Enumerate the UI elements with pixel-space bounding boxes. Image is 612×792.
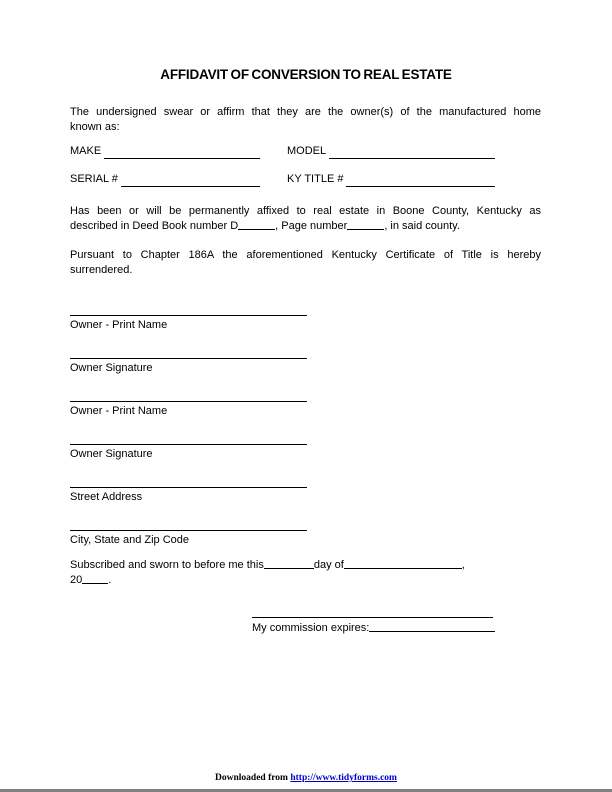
make-label: MAKE bbox=[70, 145, 102, 157]
field-gap bbox=[260, 174, 287, 187]
field-gap bbox=[260, 146, 287, 159]
document-title: AFFIDAVIT OF CONVERSION TO REAL ESTATE bbox=[160, 67, 452, 82]
street-address-block[interactable] bbox=[70, 487, 307, 505]
owner1-print-name-block[interactable] bbox=[70, 315, 307, 333]
pursuant-line-2: surrendered. bbox=[70, 264, 133, 276]
intro-line-2: known as: bbox=[70, 121, 120, 133]
ky-title-field bbox=[287, 174, 495, 187]
serial-field bbox=[70, 174, 260, 187]
notary-signature-block[interactable] bbox=[252, 617, 493, 636]
make-model-row bbox=[70, 146, 541, 159]
serial-label: SERIAL # bbox=[70, 173, 118, 185]
owner1-signature-block[interactable] bbox=[70, 358, 307, 376]
make-field bbox=[70, 146, 260, 159]
footer-link[interactable]: http://www.tidyforms.com bbox=[290, 773, 397, 783]
year-blank[interactable] bbox=[82, 574, 108, 584]
page-number-blank[interactable] bbox=[347, 220, 384, 230]
affixed-paragraph bbox=[70, 204, 541, 234]
affixed-line-2-part2: , Page number bbox=[275, 220, 348, 232]
affixed-line-1: Has been or will be permanently affixed to real estate in Boone County, Kentucky as bbox=[70, 205, 541, 217]
intro-paragraph bbox=[70, 105, 541, 135]
serial-kytitle-row bbox=[70, 174, 541, 187]
year-prefix: 20 bbox=[70, 574, 83, 586]
signature-label: Owner - Print Name bbox=[70, 319, 168, 331]
ky-title-blank-line[interactable] bbox=[346, 186, 495, 187]
serial-blank-line[interactable] bbox=[121, 186, 260, 187]
model-field bbox=[287, 146, 495, 159]
affixed-line-2-part1: described in Deed Book number D bbox=[70, 220, 239, 232]
footer-prefix: Downloaded from bbox=[215, 773, 291, 783]
model-blank-line[interactable] bbox=[329, 158, 495, 159]
signature-label: Owner Signature bbox=[70, 448, 153, 460]
sworn-text-3: , bbox=[461, 559, 465, 571]
sworn-text-2: day of bbox=[313, 559, 344, 571]
owner2-print-name-block[interactable] bbox=[70, 401, 307, 419]
owner2-signature-block[interactable] bbox=[70, 444, 307, 462]
pursuant-line-1: Pursuant to Chapter 186A the aforementioned Kentucky Certificate of Title is hereby bbox=[70, 249, 541, 261]
ky-title-label: KY TITLE # bbox=[287, 173, 344, 185]
commission-label: My commission expires: bbox=[252, 622, 370, 634]
affixed-line-2 bbox=[70, 219, 541, 234]
signature-label: City, State and Zip Code bbox=[70, 534, 190, 546]
sworn-text-1: Subscribed and sworn to before me this bbox=[70, 559, 264, 571]
pursuant-paragraph bbox=[70, 248, 541, 278]
sworn-line-2 bbox=[70, 573, 541, 588]
signature-label: Owner Signature bbox=[70, 362, 153, 374]
signature-label: Street Address bbox=[70, 491, 143, 503]
month-blank[interactable] bbox=[344, 559, 462, 569]
city-state-zip-block[interactable] bbox=[70, 530, 307, 548]
deed-book-number-blank[interactable] bbox=[238, 220, 275, 230]
commission-expiry-blank[interactable] bbox=[369, 622, 495, 632]
affixed-line-2-part3: , in said county. bbox=[384, 220, 460, 232]
year-suffix: . bbox=[108, 574, 112, 586]
footer-credit bbox=[0, 772, 612, 784]
sworn-line-1 bbox=[70, 558, 541, 573]
day-blank[interactable] bbox=[264, 559, 314, 569]
notary-statement bbox=[70, 558, 541, 588]
make-blank-line[interactable] bbox=[104, 158, 260, 159]
signature-label: Owner - Print Name bbox=[70, 405, 168, 417]
model-label: MODEL bbox=[287, 145, 327, 157]
intro-line-1: The undersigned swear or affirm that they are the owner(s) of the manufactured home bbox=[70, 106, 541, 118]
